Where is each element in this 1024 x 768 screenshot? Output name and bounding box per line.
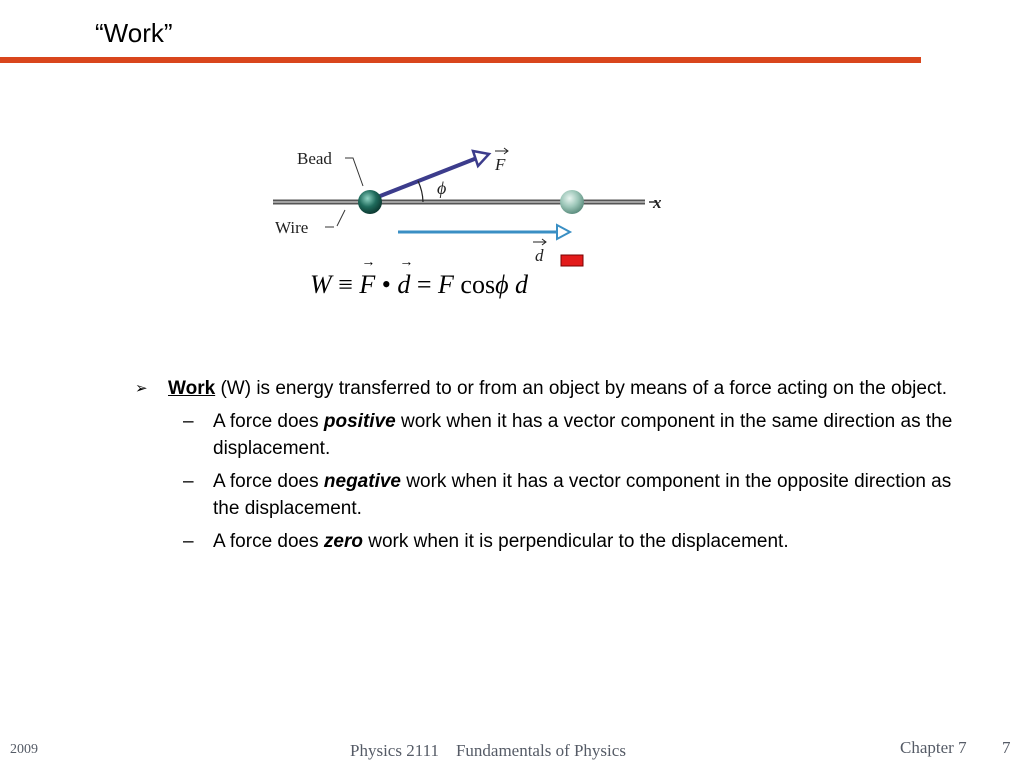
- sub-bullet-negative: – A force does negative work when it has a vector component in the opposite direction as the displacement.: [183, 471, 952, 519]
- force-label: F: [495, 155, 506, 174]
- arrow-bullet-icon: ➢: [135, 380, 148, 397]
- work-equation: W ≡ → F • → d = F cosϕ d: [310, 270, 528, 300]
- displacement-arrowhead: [557, 225, 570, 239]
- force-vector-symbol: → F: [359, 270, 375, 300]
- x-axis-label: x: [653, 193, 662, 212]
- red-marker: [561, 255, 583, 266]
- angle-label: ϕ: [437, 178, 447, 198]
- sub-bullet-zero: – A force does zero work when it is perpendicular to the displacement.: [183, 531, 789, 552]
- title-divider: [0, 57, 921, 63]
- slide-title: “Work”: [95, 18, 173, 48]
- footer-course: Physics 2111 Fundamentals of Physics: [350, 741, 626, 760]
- displacement-label: d: [535, 246, 544, 265]
- force-vector: [370, 158, 477, 200]
- footer-page-number: 7: [1002, 738, 1011, 757]
- sub-bullet-positive: – A force does positive work when it has a vector component in the same direction as the displacement.: [183, 411, 953, 459]
- displacement-vector-symbol: → d: [397, 270, 410, 300]
- footer-year: 2009: [10, 742, 38, 757]
- footer-chapter: Chapter 7: [900, 738, 967, 757]
- work-term: Work: [168, 378, 216, 399]
- bead-final: [560, 190, 584, 214]
- bullet-work-definition: ➢ Work (W) is energy transferred to or from an object by means of a force acting on the object.: [135, 375, 955, 402]
- wire-label: Wire: [275, 218, 309, 237]
- bullet-list: [135, 375, 955, 555]
- bead-label: Bead: [297, 149, 332, 168]
- bead-wire-diagram: [265, 140, 685, 270]
- angle-arc: [418, 181, 423, 202]
- force-arrowhead: [473, 151, 489, 166]
- bead-initial: [358, 190, 382, 214]
